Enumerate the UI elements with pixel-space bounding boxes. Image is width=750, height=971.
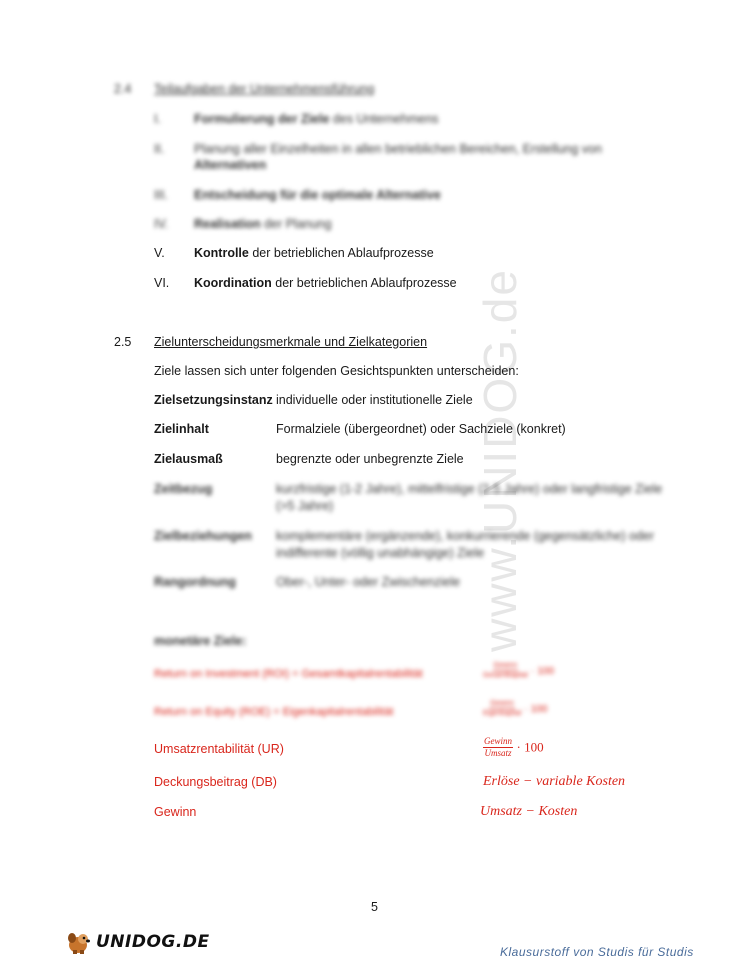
criteria-label: Zielbeziehungen: [154, 529, 252, 543]
dog-icon: [64, 929, 92, 955]
list-item-continuation: Alternativen: [194, 158, 267, 172]
list-item-rest: der betrieblichen Ablaufprozesse: [248, 246, 434, 260]
formula-tail: · 100: [516, 739, 544, 755]
criteria-description: individuelle oder institutionelle Ziele: [276, 393, 473, 407]
formula: [483, 736, 544, 759]
criteria-label: Rangordnung: [154, 575, 236, 589]
formula: Erlöse − variable Kosten: [483, 774, 626, 789]
section-25-number: 2.5: [114, 335, 132, 349]
logo-text: UNIDOG.DE: [96, 932, 210, 952]
list-item-bold: Formulierung der Ziele: [194, 112, 330, 126]
formula-denominator: Umsatz: [484, 748, 512, 758]
list-item-numeral: III.: [154, 188, 168, 202]
monetary-label: Gewinn: [154, 805, 197, 819]
list-item: Planung aller Einzelheiten in allen betrieblichen Bereichen, Erstellung von: [194, 142, 602, 156]
list-item: [194, 276, 457, 290]
formula-numerator: Gewinn: [484, 736, 512, 746]
section-24-number: 2.4: [114, 82, 132, 96]
criteria-label: Zielinhalt: [154, 422, 209, 436]
criteria-label: Zeitbezug: [154, 482, 213, 496]
list-item-numeral: I.: [154, 112, 161, 126]
formula-tail: · 100: [524, 703, 548, 715]
criteria-label: Zielausmaß: [154, 452, 223, 466]
criteria-description: Formalziele (übergeordnet) oder Sachziele (konkret): [276, 422, 566, 436]
page-number: 5: [371, 900, 378, 914]
section-25-intro: Ziele lassen sich unter folgenden Gesichtspunkten unterscheiden:: [154, 364, 519, 378]
formula-denominator: Gesamtkapital: [483, 672, 528, 679]
list-item-rest: des Unternehmens: [329, 112, 439, 126]
monetary-label: Return on Equity (ROE) = Eigenkapitalrentabilität: [154, 706, 394, 718]
section-25-title: Zielunterscheidungsmerkmale und Zielkategorien: [154, 335, 428, 349]
criteria-description-continuation: indifferente (völlig unabhängige) Ziele: [276, 546, 485, 560]
watermark: www.UNIDOG.de: [474, 268, 526, 652]
list-item: Entscheidung für die optimale Alternative: [194, 188, 441, 202]
monetary-label: Return on Investment (ROI) = Gesamtkapitalrentabilität: [154, 668, 423, 680]
footer-tagline: Klausurstoff von Studis für Studis: [500, 945, 694, 959]
list-item-bold: Koordination: [194, 276, 272, 290]
list-item-bold: Kontrolle: [194, 246, 249, 260]
criteria-description: Ober-, Unter- oder Zwischenziele: [276, 575, 461, 589]
formula: Umsatz − Kosten: [480, 804, 578, 819]
criteria-label: Zielsetzungsinstanz: [154, 393, 273, 407]
list-item: [194, 217, 332, 231]
list-item: [194, 112, 439, 126]
monetary-label: Deckungsbeitrag (DB): [154, 775, 277, 789]
list-item-numeral: II.: [154, 142, 165, 156]
list-item-numeral: IV.: [154, 217, 169, 231]
formula-numerator: Gewinn: [493, 662, 518, 669]
section-24-title: Teilaufgaben der Unternehmensführung: [154, 82, 375, 96]
list-item: [194, 246, 434, 260]
criteria-description-continuation: (>5 Jahre): [276, 499, 334, 513]
list-item-bold: Realisation: [194, 217, 261, 231]
list-item-rest: der Planung: [260, 217, 332, 231]
formula-denominator: Eigenkapital: [483, 710, 522, 717]
list-item-numeral: VI.: [154, 276, 170, 290]
criteria-description: begrenzte oder unbegrenzte Ziele: [276, 452, 464, 466]
formula-tail: · 100: [531, 665, 555, 677]
formula-numerator: Gewinn: [490, 700, 514, 707]
monetary-label: Umsatzrentabilität (UR): [154, 742, 284, 756]
monetary-heading: monetäre Ziele:: [154, 634, 247, 648]
criteria-description: kurzfristige (1-2 Jahre), mittelfristige (2-5 Jahre) oder langfristige Ziele: [276, 482, 663, 496]
formula: [483, 699, 547, 718]
formula: [483, 661, 554, 680]
list-item-numeral: V.: [154, 246, 165, 260]
list-item-rest: der betrieblichen Ablaufprozesse: [271, 276, 457, 290]
criteria-description: komplementäre (ergänzende), konkurrierende (gegensätzliche) oder: [276, 529, 654, 543]
unidog-logo[interactable]: [64, 929, 210, 955]
